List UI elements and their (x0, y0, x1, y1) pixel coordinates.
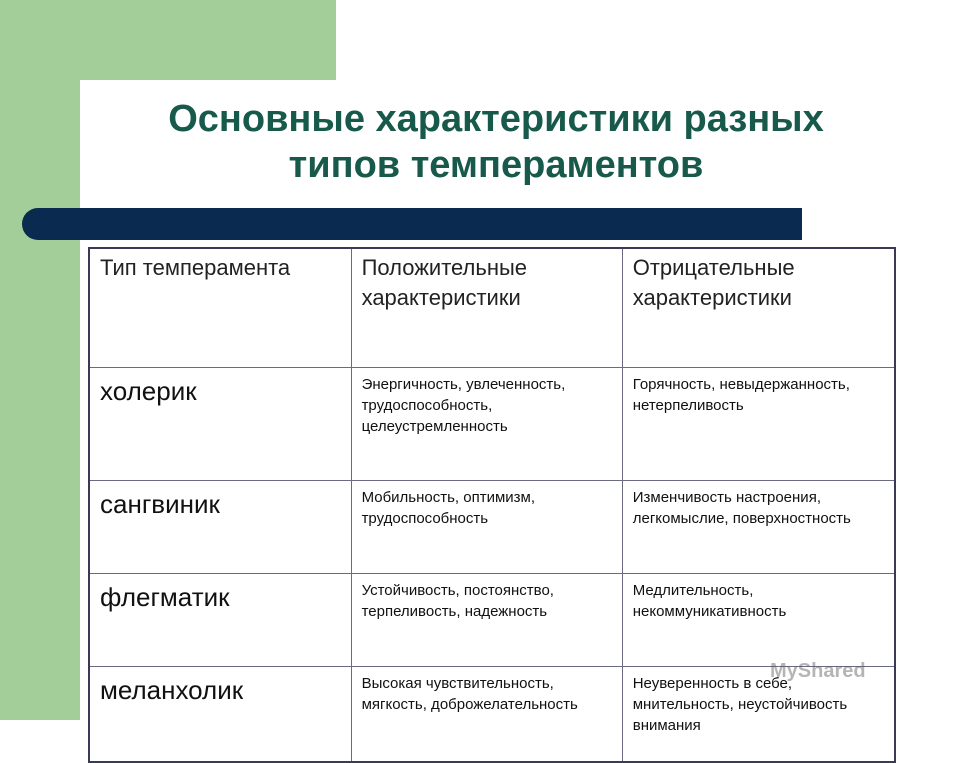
header-negative: Отрицательные характеристики (622, 248, 895, 368)
header-type: Тип темперамента (89, 248, 351, 368)
table-row (89, 481, 895, 574)
decorative-green-top-block (80, 0, 336, 80)
slide-title (96, 96, 896, 188)
row-type: флегматик (89, 574, 351, 667)
row-type: холерик (89, 368, 351, 481)
table-row (89, 574, 895, 667)
slide-title-line-2: типов темпераментов (288, 144, 704, 186)
row-positive: Высокая чувствительность, мягкость, доброжелательность (351, 667, 622, 763)
decorative-navy-bar (22, 208, 802, 240)
row-negative: Медлительность, некоммуникативность (622, 574, 895, 667)
header-positive: Положительные характеристики (351, 248, 622, 368)
row-positive: Мобильность, оптимизм, трудоспособность (351, 481, 622, 574)
row-positive: Устойчивость, постоянство, терпеливость, надежность (351, 574, 622, 667)
row-negative: Изменчивость настроения, легкомыслие, поверхностность (622, 481, 895, 574)
table-row (89, 368, 895, 481)
row-type: меланхолик (89, 667, 351, 763)
temperament-table (88, 247, 896, 763)
row-positive: Энергичность, увлеченность, трудоспособность, целеустремленность (351, 368, 622, 481)
row-negative: Неуверенность в себе, мнительность, неустойчивость внимания (622, 667, 895, 763)
slide-title-line-1: Основные характеристики разных (168, 98, 824, 140)
table-header-row (89, 248, 895, 368)
row-type: сангвиник (89, 481, 351, 574)
watermark-logo: MyShared (770, 660, 866, 682)
row-negative: Горячность, невыдержанность, нетерпеливость (622, 368, 895, 481)
decorative-green-sidebar (0, 0, 80, 720)
